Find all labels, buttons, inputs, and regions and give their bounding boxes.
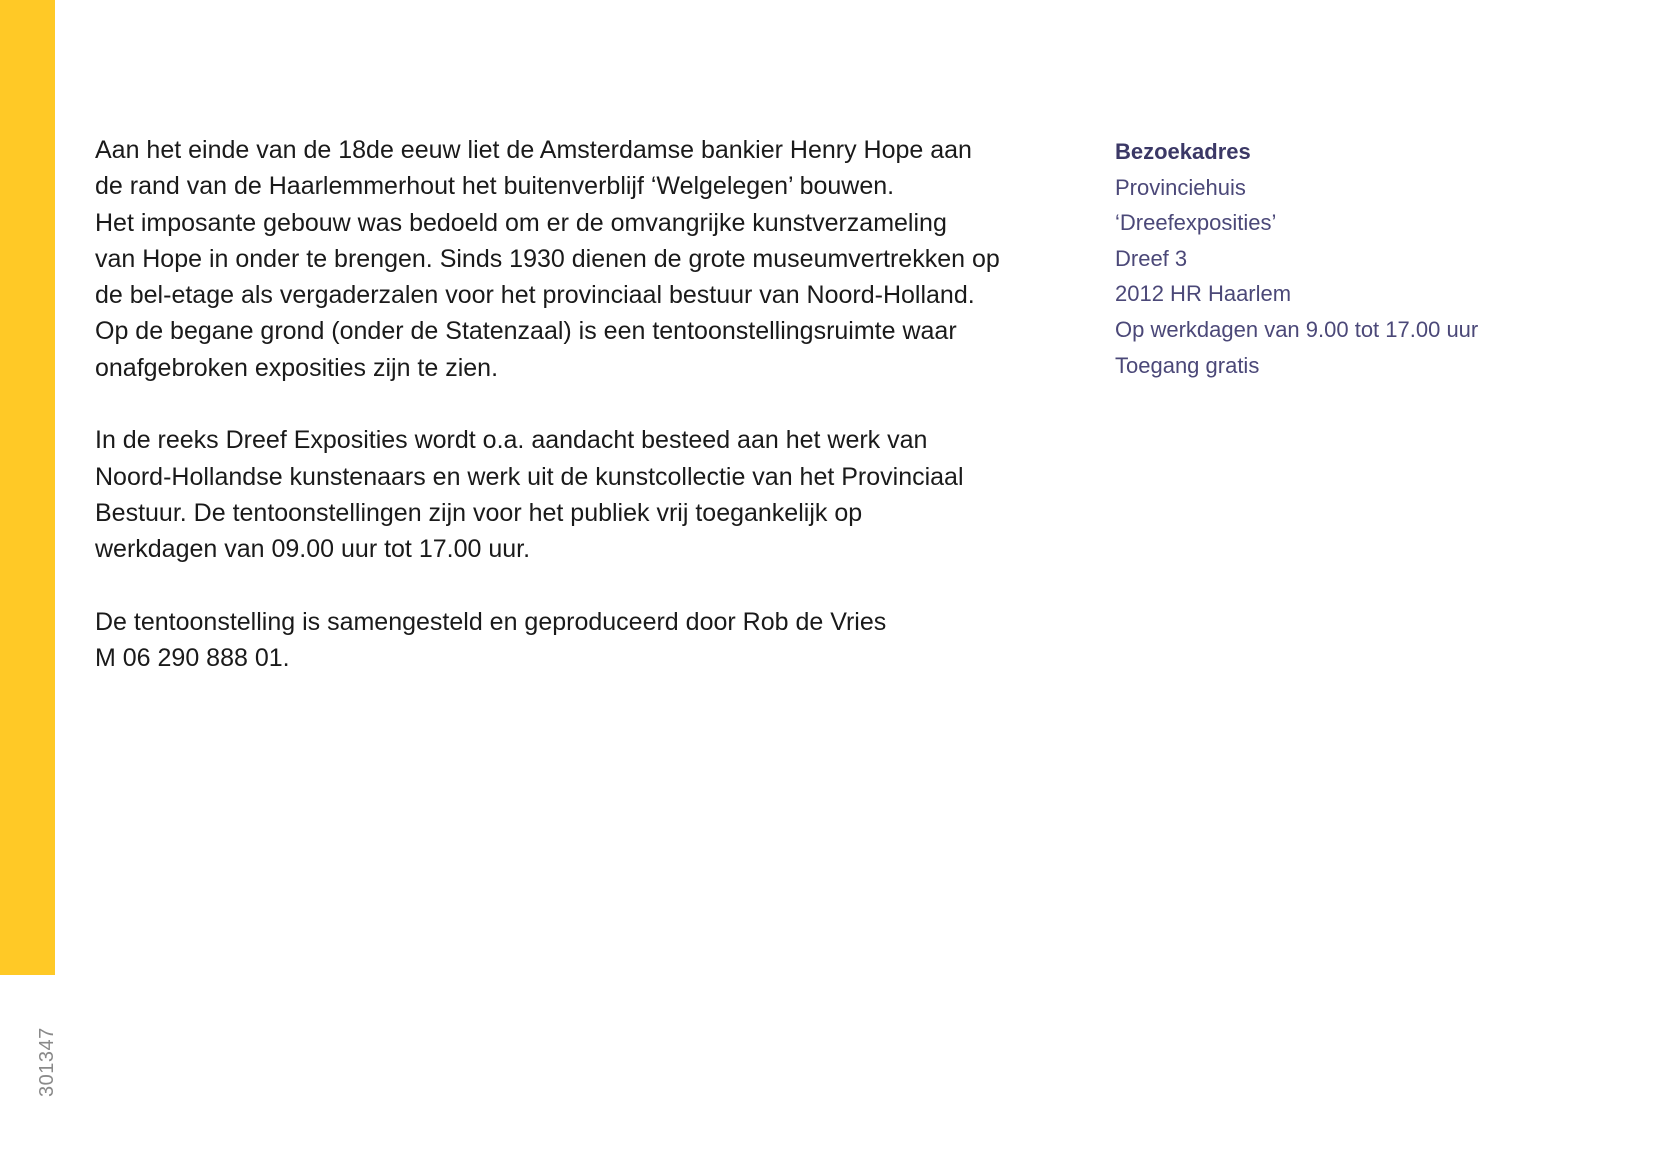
text-line: de bel-etage als vergaderzalen voor het provinciaal bestuur van Noord-Holland. [95,281,975,310]
address-line: Dreef 3 [1115,245,1188,271]
text-line: M 06 290 888 01. [95,644,290,673]
text-line: De tentoonstelling is samengesteld en geproduceerd door Rob de Vries [95,607,887,636]
text-line: Aan het einde van de 18de eeuw liet de Amsterdamse bankier Henry Hope aan [95,136,972,164]
text-line: Bestuur. De tentoonstellingen zijn voor het publiek vrij toegankelijk op [95,498,863,527]
main-body-text [95,132,1055,713]
paragraph-history [95,132,1055,386]
address-line: 2012 HR Haarlem [1115,281,1292,307]
admission-info: Toegang gratis [1115,352,1260,378]
text-line: de rand van de Haarlemmerhout het buitenverblijf ‘Welgelegen’ bouwen. [95,172,895,201]
text-line: In de reeks Dreef Exposities wordt o.a. aandacht besteed aan het werk van [95,426,928,455]
address-heading: Bezoekadres [1115,139,1251,164]
text-line: Op de begane grond (onder de Statenzaal) is een tentoonstellingsruimte waar [95,317,957,346]
accent-bar [0,0,55,975]
address-line: Provinciehuis [1115,174,1246,200]
text-line: onafgebroken exposities zijn te zien. [95,353,499,382]
text-line: Het imposante gebouw was bedoeld om er de omvangrijke kunstverzameling [95,208,947,237]
visitor-address-block [1115,134,1635,383]
address-line: ‘Dreefexposities’ [1115,210,1277,236]
text-line: werkdagen van 09.00 uur tot 17.00 uur. [95,535,531,564]
paragraph-exhibitions [95,422,1055,567]
opening-hours: Op werkdagen van 9.00 tot 17.00 uur [1115,316,1479,342]
document-number: 301347 [36,1027,58,1097]
text-line: Noord-Hollandse kunstenaars en werk uit de kunstcollectie van het Provinciaal [95,462,964,491]
text-line: van Hope in onder te brengen. Sinds 1930 dienen de grote museumvertrekken op [95,244,1000,273]
paragraph-credits [95,604,1055,677]
